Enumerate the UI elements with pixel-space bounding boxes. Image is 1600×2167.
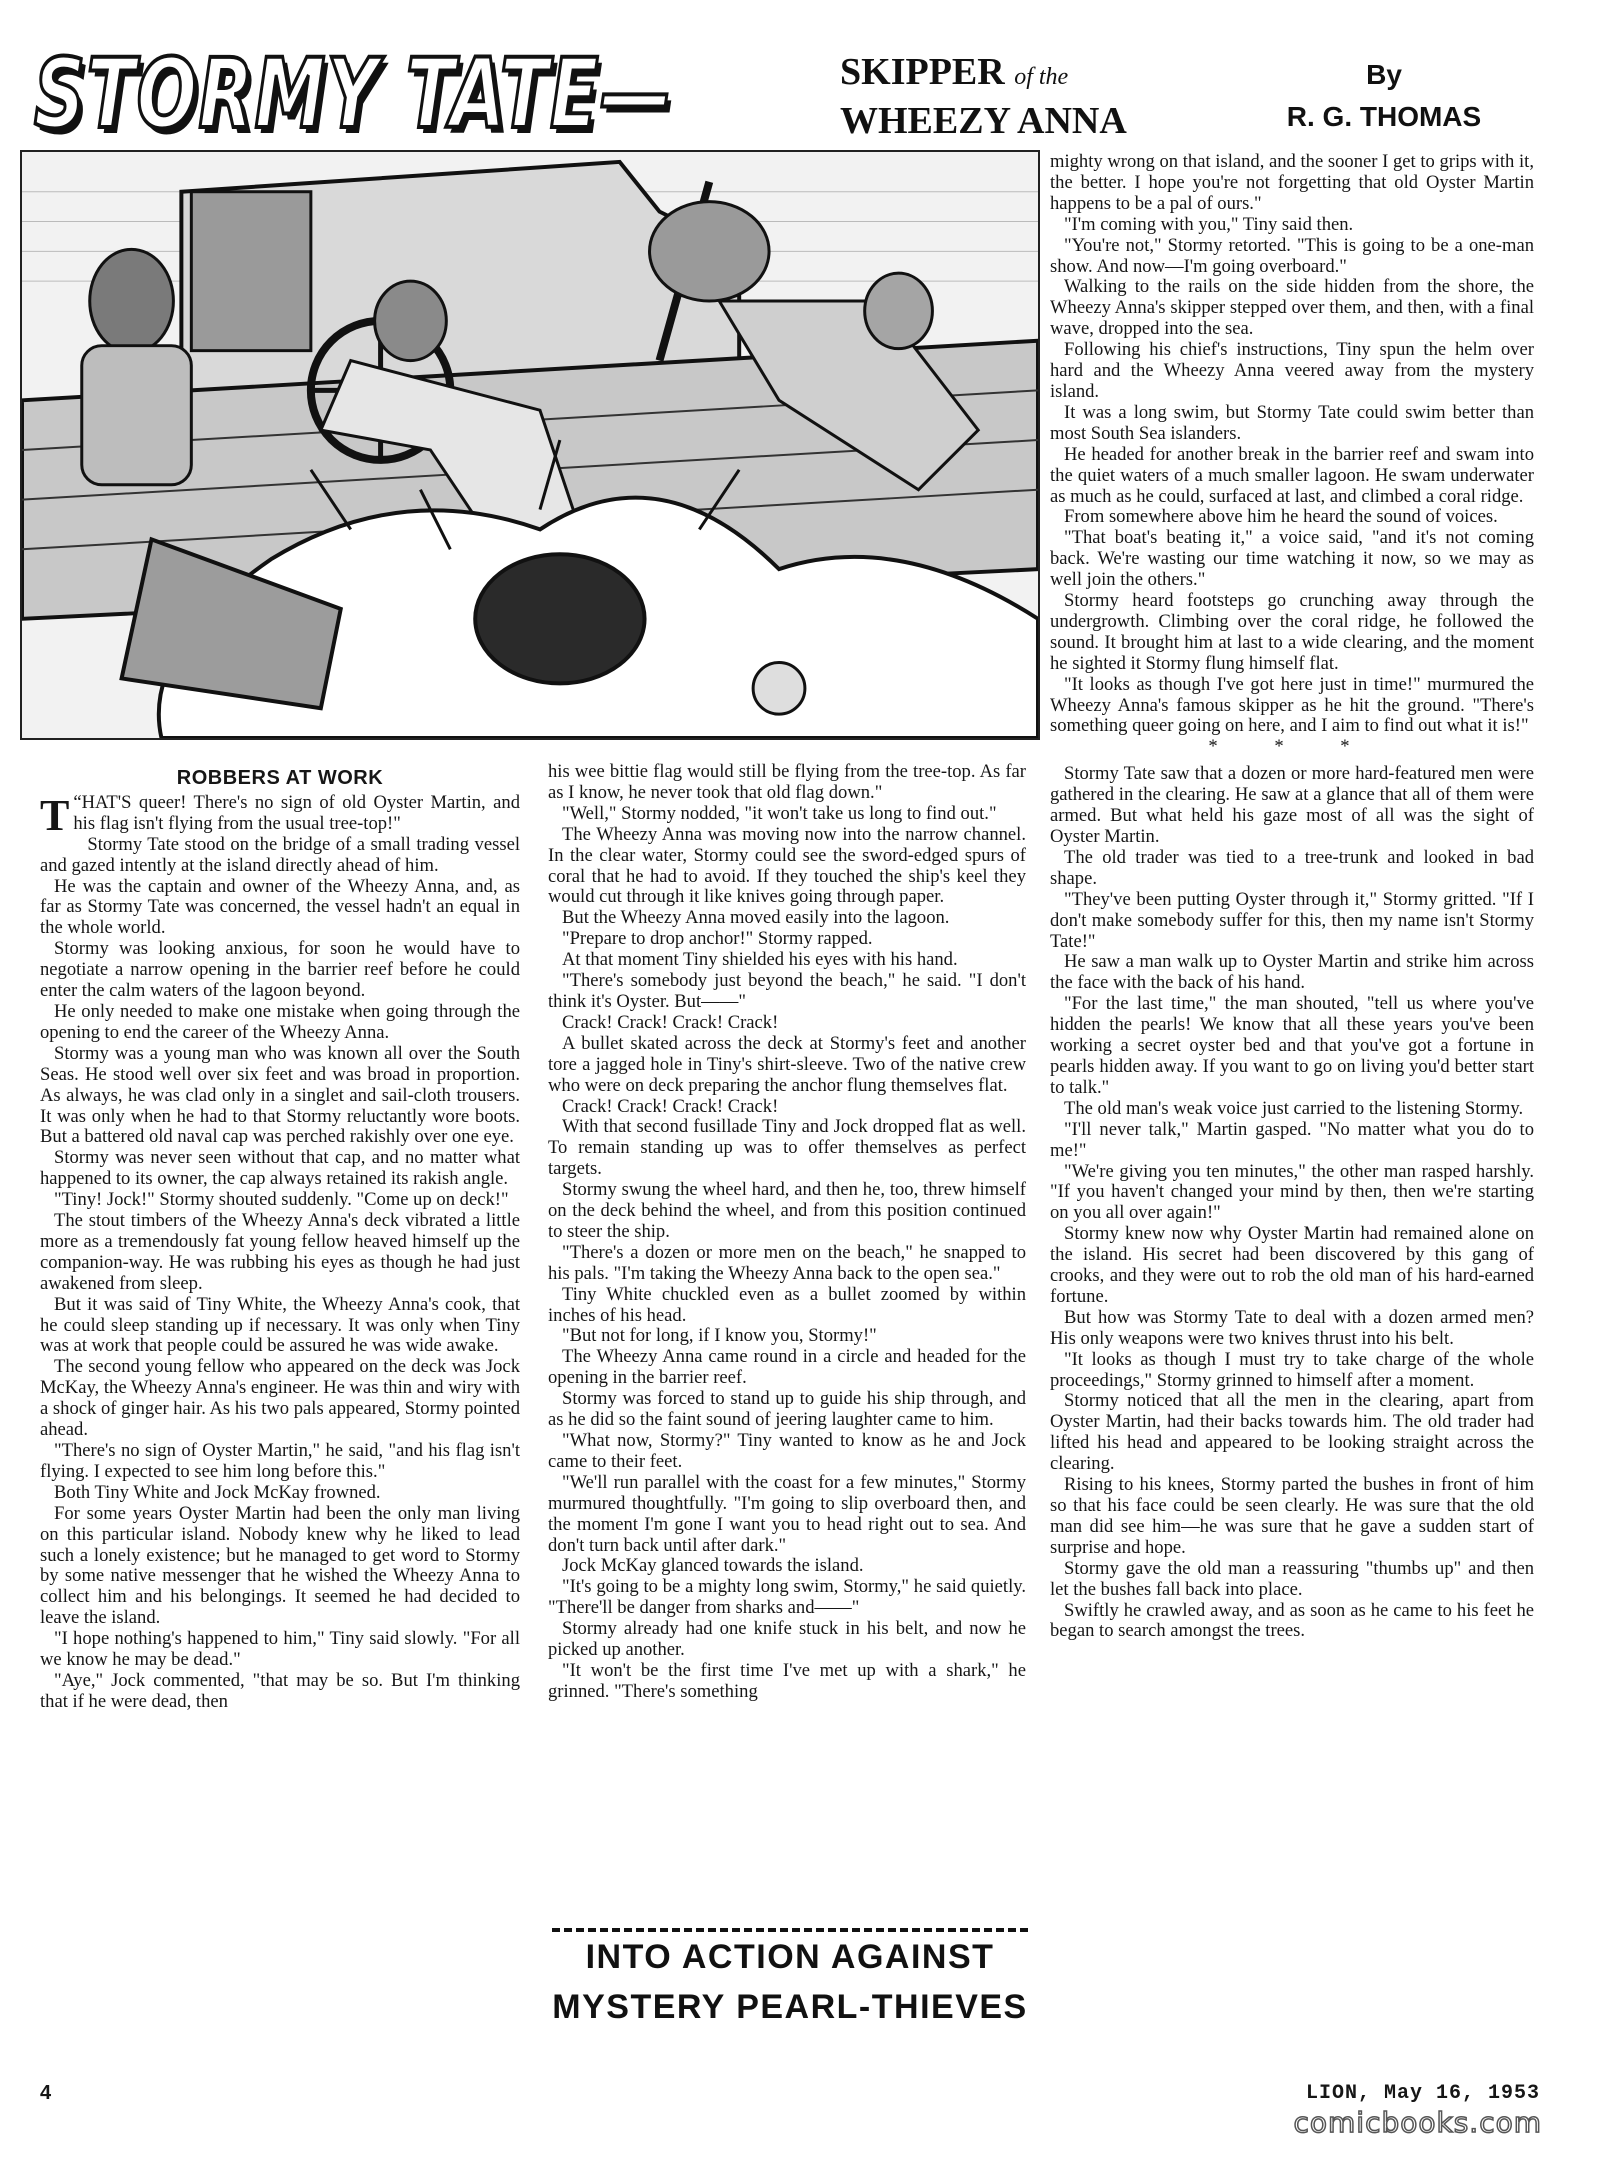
opening-paragraph: “ T HAT'S queer! There's no sign of old Oyster Martin, and his flag isn't flying from the usual tree-top!"	[40, 790, 520, 840]
section-break-stars: * * *	[1208, 736, 1376, 758]
paragraph: The second young fellow who appeared on the deck was Jock McKay, the Wheezy Anna's engineer. He was thin and wiry with a shock of ginger hair. As his two pals appeared, Stormy pointed ahead.	[40, 1356, 520, 1441]
paragraph: Following his chief's instructions, Tiny spun the helm over hard and the Wheezy Anna veered away from the mystery island.	[1050, 339, 1534, 402]
continuation-paragraph: his wee bittie flag would still be flying from the tree-top. As far as I know, he never took that old flag down."	[548, 762, 1026, 803]
paragraph: "Well," Stormy nodded, "it won't take us long to find out."	[562, 802, 997, 824]
paragraph: "It looks as though I've got here just in time!" murmured the Wheezy Anna's famous skipper as he hit the ground. "There's something queer going on here, and I aim to find out what it is!"	[1050, 673, 1534, 737]
paragraph: "Tiny! Jock!" Stormy shouted suddenly. "Come up on deck!"	[54, 1189, 509, 1211]
subtitle-of-the: of the	[1014, 64, 1069, 90]
paragraph: He headed for another break in the barrier reef and swam into the quiet waters of a much smaller lagoon. He swam underwater as much as he could, surfaced at last, and climbed a coral ridge.	[1050, 443, 1534, 507]
subtitle-skipper: SKIPPER	[840, 51, 1015, 93]
paragraph: Stormy Tate stood on the bridge of a small trading vessel and gazed intently at the island directly ahead of him.	[40, 833, 520, 876]
paragraph: "It looks as though I must try to take charge of the whole proceedings," Stormy grinned to himself after a moment.	[1050, 1348, 1534, 1391]
paragraph: But the Wheezy Anna moved easily into the lagoon.	[562, 907, 950, 929]
paragraph: Stormy gave the old man a reassuring "thumbs up" and then let the bushes fall back into place.	[1050, 1557, 1534, 1600]
author-name: R. G. THOMAS	[1286, 101, 1482, 132]
paragraph: But it was said of Tiny White, the Wheezy Anna's cook, that he could sleep standing up if necessary. It was only when Tiny was at work that people could be assured he was wide awake.	[40, 1293, 520, 1357]
paragraph: The old man's weak voice just carried to the listening Stormy.	[1064, 1097, 1524, 1119]
paragraph: The old trader was tied to a tree-trunk and looked in bad shape.	[1050, 846, 1534, 889]
paragraph: "There's a dozen or more men on the beach," he snapped to his pals. "I'm taking the Wheezy Anna back to the open sea."	[548, 1241, 1026, 1284]
paragraph: Stormy was never seen without that cap, and no matter what happened to its owner, the cap always retained its rakish angle.	[40, 1147, 520, 1190]
paragraph: "Prepare to drop anchor!" Stormy rapped.	[562, 928, 873, 950]
text-column-1	[40, 762, 520, 2072]
paragraph: Walking to the rails on the side hidden from the shore, the Wheezy Anna's skipper stepped over them, and then, with a final wave, dropped into the sea.	[1050, 276, 1534, 340]
title-block	[34, 38, 1534, 150]
paragraph: Stormy knew now why Oyster Martin had remained alone on the island. His secret had been discovered by this gang of crooks, and they were out to rob the old man of his hard-earned fortune.	[1050, 1223, 1534, 1307]
paragraph: "There's somebody just beyond the beach," he said. "I don't think it's Oyster. But——"	[548, 970, 1026, 1012]
paragraph: Crack! Crack! Crack! Crack!	[562, 1095, 779, 1117]
paragraph: He was the captain and owner of the Wheezy Anna, and, as far as Stormy Tate was concerned, the vessel hadn't an equal in the whole world.	[40, 875, 520, 939]
paragraph: "That boat's beating it," a voice said, "and it's not coming back. We're wasting our time watching it now, so we may as well join the others."	[1050, 527, 1534, 591]
text-column-3	[1050, 152, 1534, 2077]
paragraph: Stormy Tate saw that a dozen or more hard-featured men were gathered in the clearing. He saw at a glance that all of them were armed. But what held his gaze most of all was the sight of Oyster Martin.	[1050, 763, 1534, 847]
issue-date: LION, May 16, 1953	[1305, 2082, 1540, 2105]
next-episode-promo	[552, 1920, 1028, 2070]
story-subtitle	[840, 50, 1170, 143]
paragraph: It was a long swim, but Stormy Tate could swim better than most South Sea islanders.	[1050, 401, 1534, 444]
paragraph: Jock McKay glanced towards the island.	[562, 1555, 864, 1577]
paragraph: "It won't be the first time I've met up with a shark," he grinned. "There's something	[548, 1659, 1026, 1702]
paragraph: "But not for long, if I know you, Stormy!"	[562, 1325, 877, 1347]
paragraph: But how was Stormy Tate to deal with a dozen armed men? His only weapons were two knives thrust into his belt.	[1050, 1306, 1534, 1349]
byline-by: By	[1366, 59, 1402, 90]
paragraph: "I'm coming with you," Tiny said then.	[1064, 213, 1354, 235]
continuation-paragraph: mighty wrong on that island, and the sooner I get to grips with it, the better. I hope you're not forgetting that old Oyster Martin happens to be a pal of ours."	[1050, 152, 1534, 214]
paragraph: "We'll run parallel with the coast for a few minutes," Stormy murmured thoughtfully. "I'm going to slip overboard then, and the moment I'm gone I want you to head right out to sea. And don't turn back until after dark."	[548, 1471, 1026, 1556]
section-heading: ROBBERS AT WORK	[176, 767, 384, 789]
paragraph: From somewhere above him he heard the sound of voices.	[1064, 506, 1498, 528]
paragraph: "For the last time," the man shouted, "tell us where you've hidden the pearls! We know that all these years you've been working a secret oyster bed and that you've got a fortune in pearls hidden away. If you want to go on living you'd better start to talk."	[1050, 993, 1534, 1098]
paragraph: Rising to his knees, Stormy parted the bushes in front of him so that his face could be seen clearly. He was sure that the old man did see him—he was sure that he gave a sudden start of surprise and hope.	[1050, 1474, 1534, 1558]
paragraph: "I hope nothing's happened to him," Tiny said slowly. "For all we know he may be dead."	[40, 1628, 520, 1671]
paragraph: Stormy was a young man who was known all over the South Seas. He stood well over six feet and was broad in proportion. As always, he was clad only in a singlet and sail-cloth trousers. It was only when he had to that Stormy reluctantly wore boots. But a battered old naval cap was perched rakishly over one eye.	[40, 1042, 520, 1148]
paragraph: Stormy heard footsteps go crunching away through the undergrowth. Climbing over the coral ridge, he followed the sound. It brought him at last to a wide clearing, and the moment he sighted it Stormy flung himself flat.	[1050, 590, 1534, 674]
paragraph: "What now, Stormy?" Tiny wanted to know as he and Jock came to their feet.	[548, 1430, 1026, 1472]
paragraph: "We're giving you ten minutes," the other man rasped harshly. "If you haven't changed your mind by then, then we're starting on you all over again!"	[1050, 1160, 1534, 1224]
page-number: 4	[40, 2082, 52, 2104]
paragraph: "I'll never talk," Martin gasped. "No matter what you do to me!"	[1050, 1118, 1534, 1161]
promo-line-1: INTO ACTION AGAINST	[585, 1938, 995, 1976]
paragraph: Stormy noticed that all the men in the clearing, apart from Oyster Martin, had their backs towards him. The old trader had lifted his head and appeared to be looking straight across the clearing.	[1050, 1390, 1534, 1475]
paragraph: "You're not," Stormy retorted. "This is going to be a one-man show. And now—I'm going overboard."	[1050, 234, 1534, 277]
byline	[1244, 54, 1524, 138]
paragraph: "Aye," Jock commented, "that may be so. But I'm thinking that if he were dead, then	[40, 1669, 520, 1712]
paragraph: The Wheezy Anna came round in a circle and headed for the opening in the barrier reef.	[548, 1346, 1026, 1389]
paragraph: For some years Oyster Martin had been the only man living on this particular island. Nobody knew why he liked to lead such a lonely existence; but he managed to get word to Stormy by some native messenger that he wished the Wheezy Anna to collect him and his belongings. It seemed he had decided to leave the island.	[40, 1502, 520, 1629]
paragraph: "There's no sign of Oyster Martin," he said, "and his flag isn't flying. I expected to see him long before this."	[40, 1440, 520, 1482]
site-watermark: comicbooks.com	[1293, 2106, 1542, 2139]
drop-cap: T	[40, 790, 70, 840]
promo-line-2: MYSTERY PEARL-THIEVES	[552, 1988, 1028, 2026]
story-illustration	[20, 150, 1040, 740]
paragraph: A bullet skated across the deck at Stormy's feet and another tore a jagged hole in Tiny's shirt-sleeve. Two of the native crew who were on deck preparing the anchor flung themselves flat.	[548, 1032, 1026, 1096]
paragraph: He saw a man walk up to Oyster Martin and strike him across the face with the back of his hand.	[1050, 951, 1534, 994]
paragraph: Crack! Crack! Crack! Crack!	[562, 1011, 779, 1033]
paragraph: Stormy was looking anxious, for soon he would have to negotiate a narrow opening in the barrier reef before he could enter the calm waters of the lagoon beyond.	[40, 938, 520, 1002]
illustration-drawing	[22, 152, 1038, 738]
opening-paragraph-text: HAT'S queer! There's no sign of old Oyster Martin, and his flag isn't flying from the usual tree-top!"	[73, 791, 520, 834]
paragraph: The Wheezy Anna was moving now into the narrow channel. In the clear water, Stormy could see the sword-edged spurs of coral that he had to avoid. If they touched the ship's keel they would cut through it like knives going through paper.	[548, 823, 1026, 908]
paragraph: Stormy swung the wheel hard, and then he, too, threw himself on the deck behind the wheel, and from this position continued to steer the ship.	[548, 1179, 1026, 1242]
paragraph: Swiftly he crawled away, and as soon as he came to his feet he began to search amongst the trees.	[1050, 1599, 1534, 1642]
paragraph: Both Tiny White and Jock McKay frowned.	[54, 1481, 381, 1503]
paragraph: At that moment Tiny shielded his eyes with his hand.	[562, 949, 958, 971]
paragraph: Tiny White chuckled even as a bullet zoomed by within inches of his head.	[548, 1283, 1026, 1326]
subtitle-ship-name: WHEEZY ANNA	[840, 100, 1127, 142]
story-title: STORMY TATE—	[34, 38, 673, 150]
paragraph: He only needed to make one mistake when going through the opening to end the career of the Wheezy Anna.	[40, 1000, 520, 1043]
paragraph: "They've been putting Oyster through it," Stormy gritted. "If I don't make somebody suffer for this, then my name isn't Stormy Tate!"	[1050, 888, 1534, 952]
text-column-2	[548, 762, 1026, 1902]
paragraph: Stormy already had one knife stuck in his belt, and now he picked up another.	[548, 1618, 1026, 1661]
paragraph: With that second fusillade Tiny and Jock dropped flat as well. To remain standing up was to offer themselves as perfect targets.	[548, 1116, 1026, 1180]
paragraph: Stormy was forced to stand up to guide his ship through, and as he did so the faint sound of jeering laughter came to him.	[548, 1388, 1026, 1431]
paragraph: The stout timbers of the Wheezy Anna's deck vibrated a little more as a tremendously fat young fellow heaved himself up the companion-way. He was rubbing his eyes as though he had just awakened from sleep.	[40, 1210, 520, 1294]
paragraph: "It's going to be a mighty long swim, Stormy," he said quietly. "There'll be danger from sharks and——"	[548, 1576, 1026, 1619]
